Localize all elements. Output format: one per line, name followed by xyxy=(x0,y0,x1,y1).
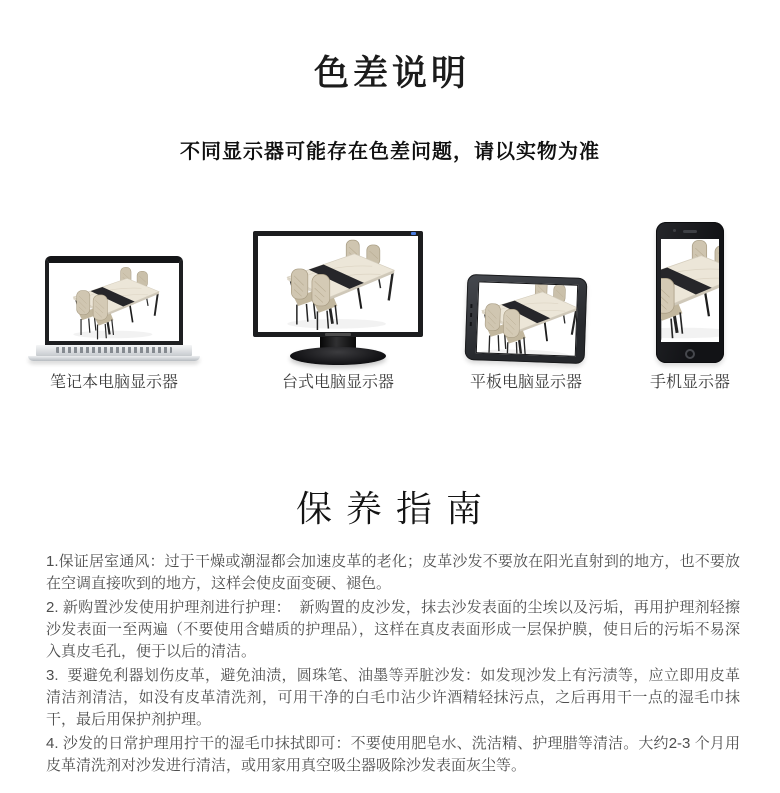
laptop-base xyxy=(28,356,200,361)
dining-set-illustration xyxy=(661,239,719,342)
phone-camera xyxy=(673,229,676,232)
laptop-label: 笔记本电脑显示器 xyxy=(49,374,178,391)
phone-speaker xyxy=(683,230,697,233)
color-difference-subtitle: 不同显示器可能存在色差问题，请以实物为准 xyxy=(180,141,600,163)
dining-set-illustration xyxy=(258,236,418,332)
dining-set-illustration xyxy=(49,263,179,341)
monitor-stand-base xyxy=(290,347,386,365)
color-difference-title: 色差说明 xyxy=(313,54,470,93)
tablet-label: 平板电脑显示器 xyxy=(469,374,582,391)
monitor-brand-mark xyxy=(325,333,351,336)
phone-label: 手机显示器 xyxy=(649,374,730,391)
care-paragraph-1: 1.保证居室通风：过于干燥或潮湿都会加速皮革的老化；皮革沙发不要放在阳光直射到的地方，也不要放在空调直接吹到的地方，这样会使皮面变硬、褪色。 xyxy=(46,553,740,592)
care-paragraph-4: 4. 沙发的日常护理用拧干的湿毛巾抹拭即可：不要使用肥皂水、洗洁精、护理腊等清洁。大约2-3 个月用皮革清洗剂对沙发进行清洁，或用家用真空吸尘器吸除沙发表面灰尘等。 xyxy=(46,735,740,774)
laptop-keys xyxy=(56,347,172,353)
laptop-screen xyxy=(45,256,183,345)
phone-device-image xyxy=(656,222,724,363)
care-guide-title: 保 养 指 南 xyxy=(295,488,484,529)
tablet-side-buttons xyxy=(470,304,473,326)
phone-screen xyxy=(661,239,719,342)
phone-home-button xyxy=(685,349,695,359)
dining-set-illustration xyxy=(477,282,577,355)
desktop-monitor-image xyxy=(253,231,423,365)
monitor-label: 台式电脑显示器 xyxy=(281,374,394,391)
laptop-device-image xyxy=(36,256,192,361)
care-guide-text xyxy=(46,551,740,779)
care-paragraph-2: 2. 新购置沙发使用护理剂进行护理： 新购置的皮沙发，抹去沙发表面的尘埃以及污垢，再用护理剂轻擦沙发表面一至两遍（不要使用含蜡质的护理品），这样在真皮表面形成一层保护膜，使日后的污垢不易深入真皮毛孔，便于以后的清洁。 xyxy=(46,599,740,660)
laptop-keyboard-deck xyxy=(36,345,192,356)
care-paragraph-3: 3. 要避免利器划伤皮革，避免油渍，圆珠笔、油墨等弄脏沙发：如发现沙发上有污渍等，应立即用皮革清洁剂清洁，如没有皮革清洗剂，可用干净的白毛巾沾少许酒精轻抹污点，之后再用干一点的湿毛巾抹干，最后用保护剂护理。 xyxy=(46,667,740,728)
tablet-screen xyxy=(476,281,578,356)
tablet-device-image xyxy=(465,274,588,364)
monitor-power-led xyxy=(411,232,416,235)
monitor-screen xyxy=(253,231,423,337)
